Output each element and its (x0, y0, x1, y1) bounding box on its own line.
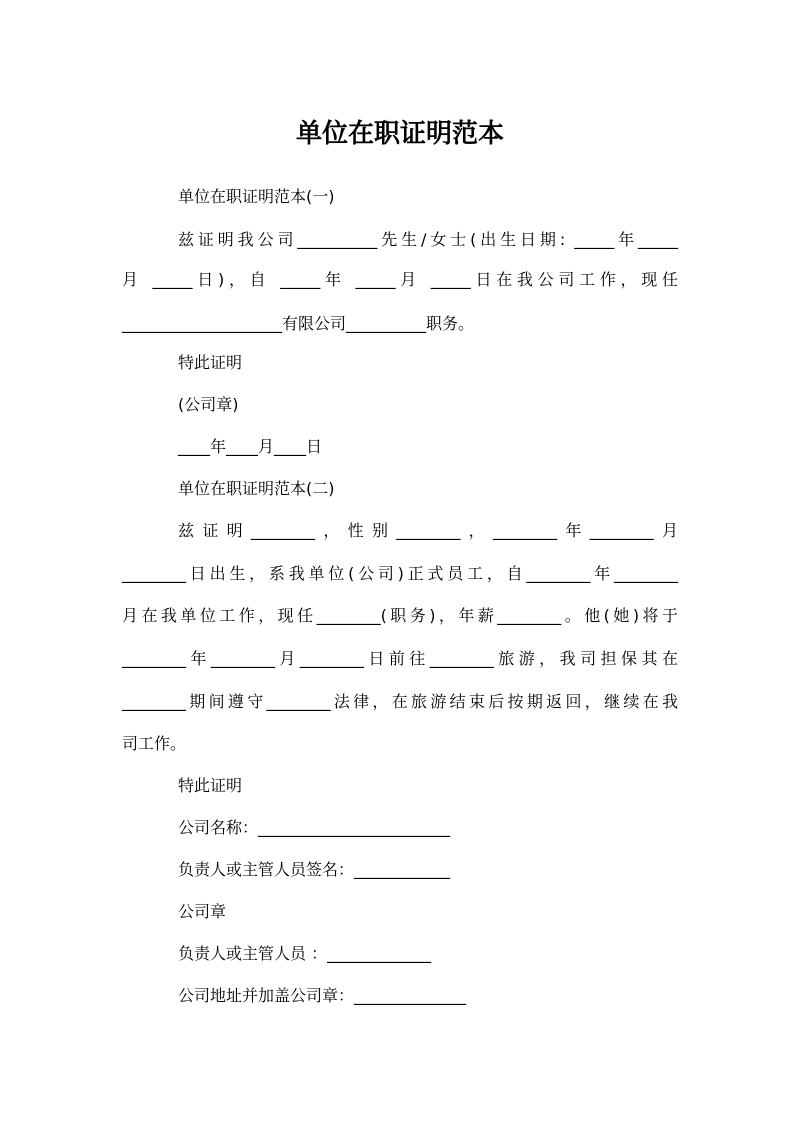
document-title: 单位在职证明范本 (295, 119, 504, 149)
section2-heading: 单位在职证明范本(二) (178, 479, 335, 498)
section2-seal: 公司章 (178, 902, 227, 921)
section2-closing: 特此证明 (178, 776, 243, 795)
section2-line6: 司工作。 (122, 734, 187, 753)
section2-line3: 月在我单位工作，现任________(职务)，年薪________。他(她)将于 (122, 606, 678, 625)
section1-seal: (公司章) (178, 395, 239, 414)
section2-line1: 兹证明________，性别________，________年________月 (178, 521, 678, 540)
section1-closing: 特此证明 (178, 353, 243, 372)
section1-date: ____年____月____日 (178, 437, 323, 456)
section1-heading: 单位在职证明范本(一) (178, 187, 335, 206)
section1-line2: 月 _____日)，自 _____年 _____月 _____日在我公司工作，现任 (122, 270, 678, 289)
signature-field: 负责人或主管人员签名：____________ (178, 860, 451, 879)
section1-line3: ____________________有限公司__________职务。 (122, 314, 475, 333)
section2-line5: ________期间遵守________法律，在旅游结束后按期返回，继续在我 (122, 692, 678, 711)
section2-line4: ________年________月________日前往________旅游，我司担保其在 (122, 649, 678, 668)
company-address-field: 公司地址并加盖公司章：______________ (178, 986, 467, 1005)
section2-line2: ________日出生，系我单位(公司)正式员工，自________年________ (122, 564, 678, 583)
section1-line1: 兹证明我公司__________先生/女士(出生日期: _____年_____ (178, 230, 678, 249)
company-name-field: 公司名称：________________________ (178, 818, 451, 837)
responsible-person-field: 负责人或主管人员 ：_____________ (178, 944, 432, 963)
